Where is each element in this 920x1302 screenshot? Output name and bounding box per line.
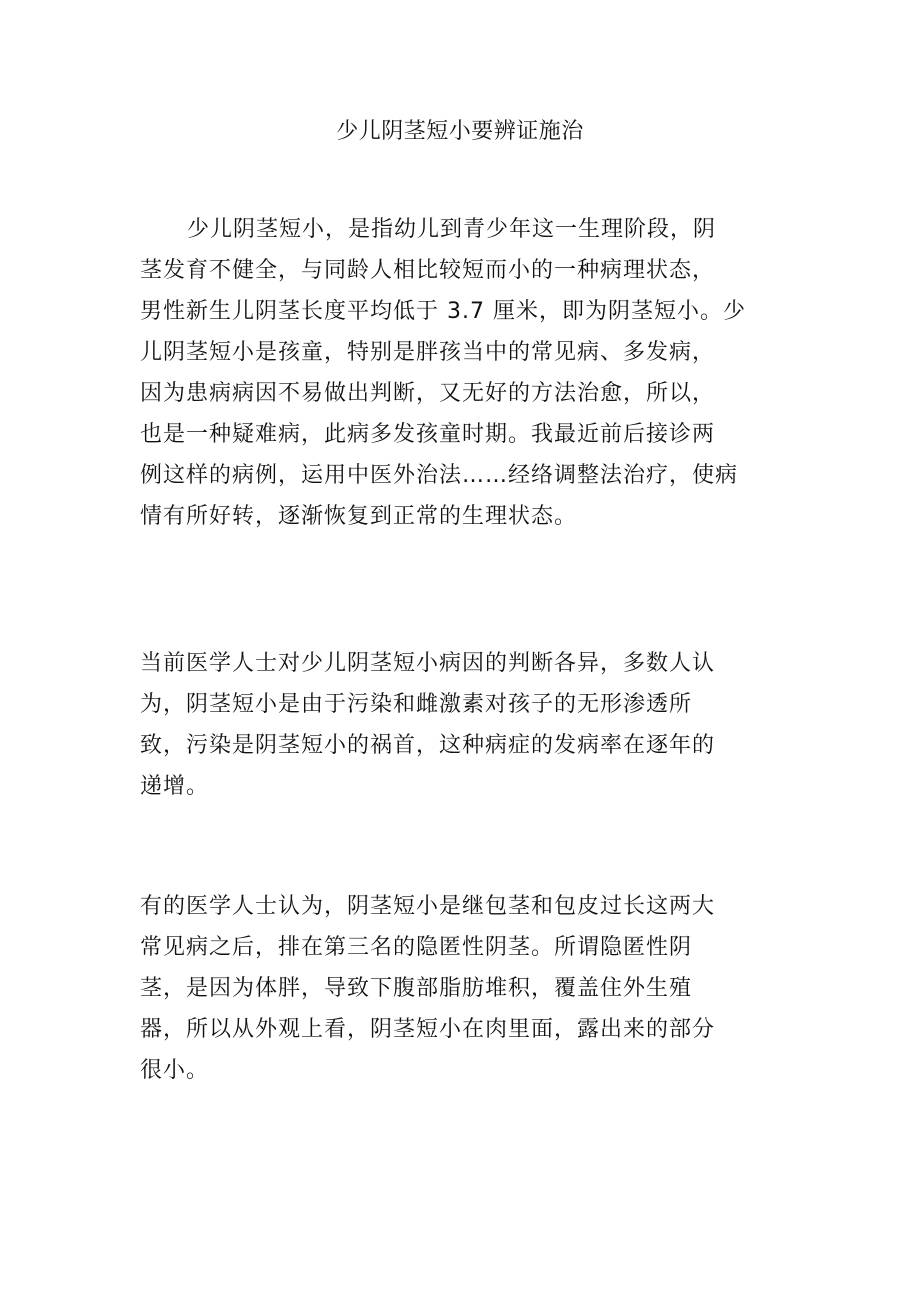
text-line: 茎，是因为体胖，导致下腹部脂肪堆积，覆盖住外生殖 (140, 976, 693, 1001)
text-line: 递增。 (140, 774, 210, 799)
text-line: 致，污染是阴茎短小的祸首，这种病症的发病率在逐年的 (140, 733, 716, 758)
text-line: 常见病之后，排在第三名的隐匿性阴茎。所谓隐匿性阴 (140, 935, 693, 960)
paragraph-2 (140, 643, 772, 807)
paragraph-1 (140, 209, 772, 537)
text-line: 例这样的病例，运用中医外治法……经络调整法治疗，使病 (140, 463, 739, 488)
text-line: 也是一种疑难病，此病多发孩童时期。我最近前后接诊两 (140, 422, 716, 447)
text-line: 有的医学人士认为，阴茎短小是继包茎和包皮过长这两大 (140, 894, 716, 919)
text-line: 茎发育不健全，与同龄人相比较短而小的一种病理状态， (140, 258, 716, 283)
text-line: 少儿阴茎短小，是指幼儿到青少年这一生理阶段，阴 (187, 217, 717, 242)
text-line: 男性新生儿阴茎长度平均低于 3.7 厘米，即为阴茎短小。少 (140, 299, 746, 324)
text-line: 器，所以从外观上看，阴茎短小在肉里面，露出来的部分 (140, 1017, 716, 1042)
text-line: 当前医学人士对少儿阴茎短小病因的判断各异，多数人认 (140, 651, 716, 676)
text-line: 很小。 (140, 1058, 210, 1083)
text-line: 情有所好转，逐渐恢复到正常的生理状态。 (140, 504, 578, 529)
document-title: 少儿阴茎短小要辨证施治 (336, 119, 584, 144)
text-line: 儿阴茎短小是孩童，特别是胖孩当中的常见病、多发病， (140, 340, 716, 365)
text-line: 为，阴茎短小是由于污染和雌激素对孩子的无形渗透所 (140, 692, 693, 717)
paragraph-3 (140, 886, 772, 1091)
text-line: 因为患病病因不易做出判断，又无好的方法治愈，所以， (140, 381, 716, 406)
